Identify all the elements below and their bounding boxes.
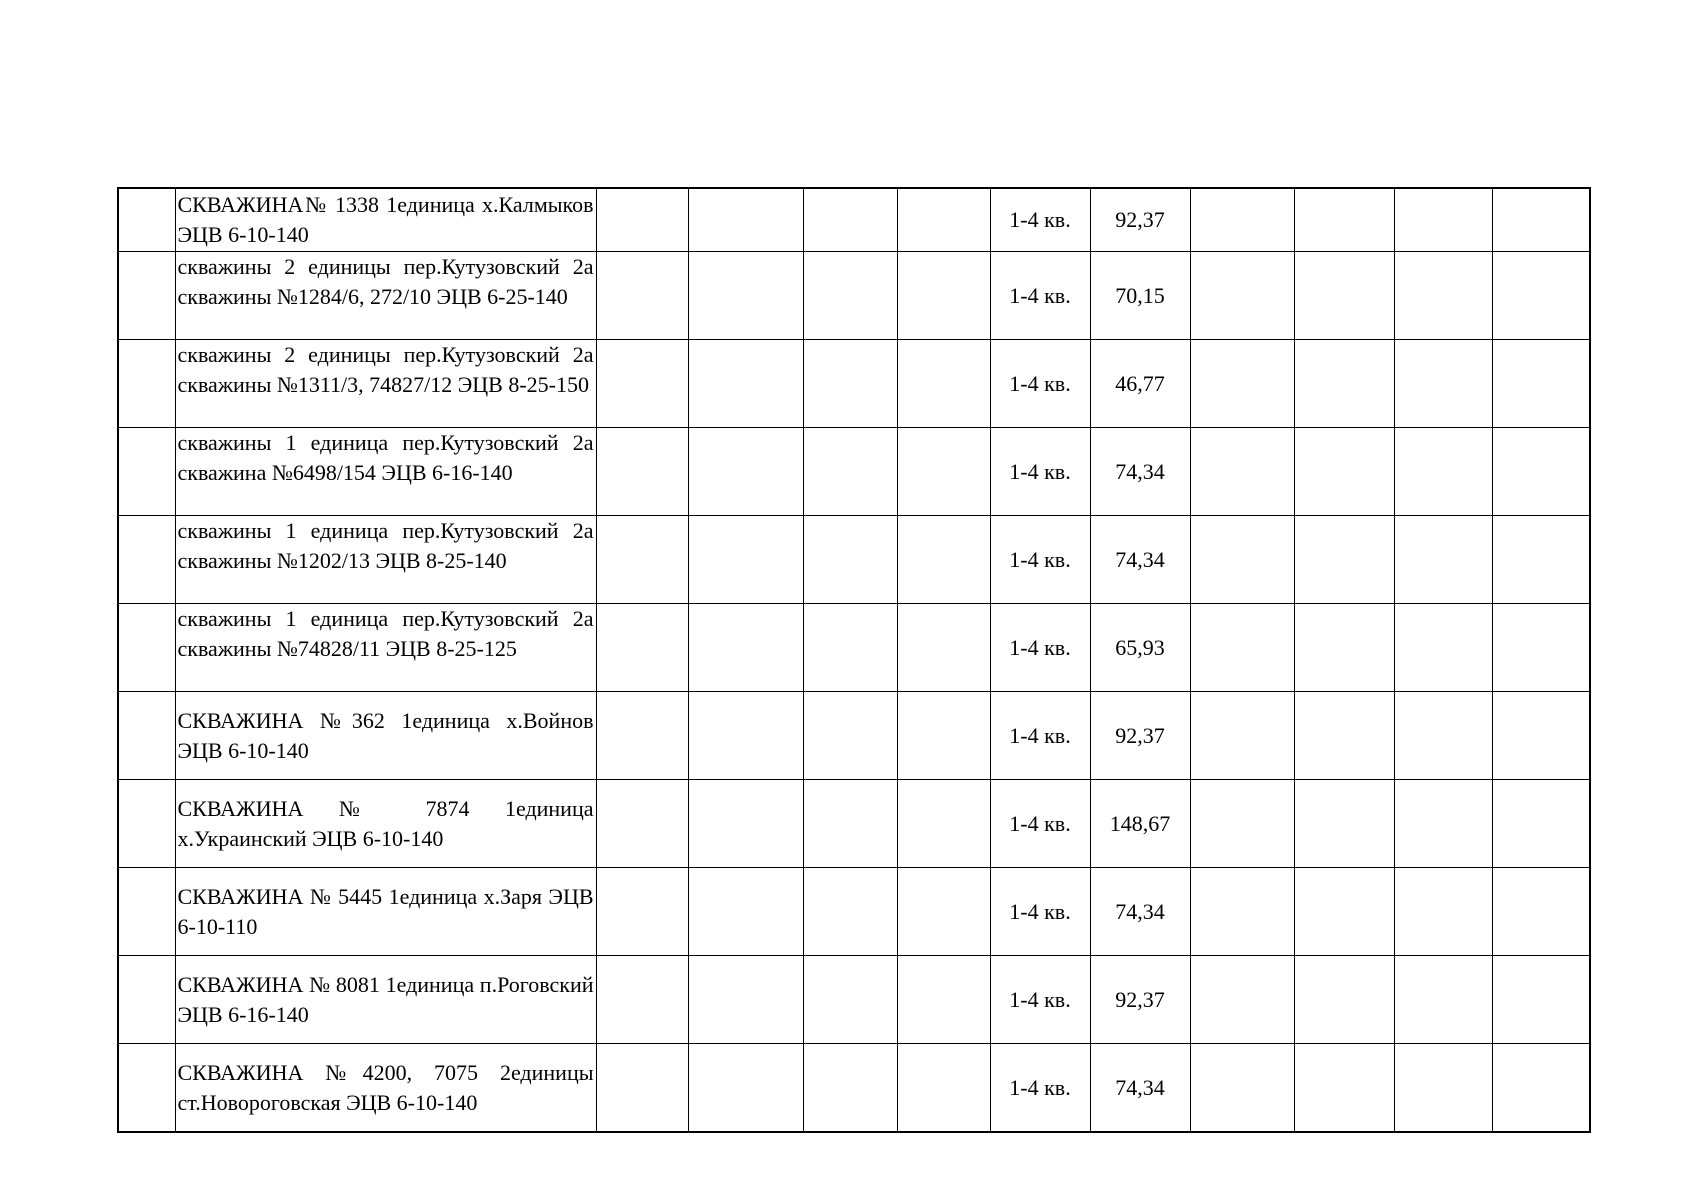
empty-cell [1492,516,1590,604]
description-cell: СКВАЖИНА № 7874 1единица х.Украинский ЭЦВ 6-10-140 [175,780,596,868]
period-cell: 1-4 кв. [990,516,1090,604]
empty-cell [1492,868,1590,956]
period-cell: 1-4 кв. [990,956,1090,1044]
value-cell: 92,37 [1090,188,1190,252]
empty-cell [1190,428,1294,516]
table-row [118,692,1590,780]
table-row [118,780,1590,868]
empty-cell [688,1044,803,1133]
empty-cell [803,188,897,252]
row-number-cell [118,604,175,692]
value-cell: 74,34 [1090,516,1190,604]
period-cell: 1-4 кв. [990,692,1090,780]
empty-cell [1394,428,1492,516]
empty-cell [803,692,897,780]
empty-cell [803,868,897,956]
description-cell: СКВАЖИНА № 5445 1единица х.Заря ЭЦВ 6-10-110 [175,868,596,956]
empty-cell [1394,604,1492,692]
empty-cell [688,956,803,1044]
empty-cell [596,1044,688,1133]
description-cell: СКВАЖИНА № 8081 1единица п.Роговский ЭЦВ 6-16-140 [175,956,596,1044]
table-row [118,604,1590,692]
empty-cell [1294,868,1394,956]
description-cell: СКВАЖИНА№ 1338 1единица х.Калмыков ЭЦВ 6-10-140 [175,188,596,252]
description-cell: скважины 1 единица пер.Кутузовский 2а скважина №6498/154 ЭЦВ 6-16-140 [175,428,596,516]
description-cell: скважины 2 единицы пер.Кутузовский 2а скважины №1284/6, 272/10 ЭЦВ 6-25-140 [175,252,596,340]
empty-cell [897,604,990,692]
empty-cell [897,780,990,868]
empty-cell [596,868,688,956]
row-number-cell [118,1044,175,1133]
empty-cell [1394,1044,1492,1133]
empty-cell [1190,252,1294,340]
empty-cell [1294,252,1394,340]
empty-cell [1294,692,1394,780]
table-row [118,428,1590,516]
period-cell: 1-4 кв. [990,780,1090,868]
empty-cell [897,692,990,780]
table-row [118,868,1590,956]
empty-cell [596,692,688,780]
empty-cell [1492,188,1590,252]
empty-cell [596,780,688,868]
empty-cell [803,956,897,1044]
empty-cell [1492,1044,1590,1133]
empty-cell [897,428,990,516]
row-number-cell [118,956,175,1044]
empty-cell [897,1044,990,1133]
empty-cell [1492,780,1590,868]
empty-cell [596,252,688,340]
empty-cell [1394,692,1492,780]
empty-cell [1394,516,1492,604]
empty-cell [1294,188,1394,252]
value-cell: 148,67 [1090,780,1190,868]
empty-cell [1492,604,1590,692]
table-row [118,340,1590,428]
empty-cell [1190,692,1294,780]
value-cell: 74,34 [1090,428,1190,516]
empty-cell [897,340,990,428]
value-cell: 92,37 [1090,692,1190,780]
description-cell: скважины 2 единицы пер.Кутузовский 2а скважины №1311/3, 74827/12 ЭЦВ 8-25-150 [175,340,596,428]
table-row [118,956,1590,1044]
empty-cell [1190,1044,1294,1133]
empty-cell [1190,516,1294,604]
row-number-cell [118,516,175,604]
empty-cell [1294,428,1394,516]
empty-cell [1294,604,1394,692]
value-cell: 70,15 [1090,252,1190,340]
period-cell: 1-4 кв. [990,1044,1090,1133]
value-cell: 92,37 [1090,956,1190,1044]
empty-cell [1492,252,1590,340]
description-cell: СКВАЖИНА №4200, 7075 2единицы ст.Новороговская ЭЦВ 6-10-140 [175,1044,596,1133]
empty-cell [897,252,990,340]
empty-cell [803,1044,897,1133]
empty-cell [1492,340,1590,428]
row-number-cell [118,780,175,868]
table-row [118,516,1590,604]
empty-cell [1492,956,1590,1044]
empty-cell [897,956,990,1044]
row-number-cell [118,692,175,780]
empty-cell [688,780,803,868]
period-cell: 1-4 кв. [990,604,1090,692]
empty-cell [688,868,803,956]
empty-cell [688,516,803,604]
wells-table [117,187,1591,1133]
description-cell: скважины 1 единица пер.Кутузовский 2а скважины №1202/13 ЭЦВ 8-25-140 [175,516,596,604]
empty-cell [803,780,897,868]
empty-cell [688,188,803,252]
empty-cell [1190,188,1294,252]
empty-cell [1294,516,1394,604]
empty-cell [596,516,688,604]
value-cell: 74,34 [1090,868,1190,956]
table-row [118,252,1590,340]
empty-cell [688,252,803,340]
empty-cell [1492,692,1590,780]
empty-cell [596,604,688,692]
empty-cell [1294,1044,1394,1133]
empty-cell [688,604,803,692]
value-cell: 65,93 [1090,604,1190,692]
empty-cell [688,692,803,780]
period-cell: 1-4 кв. [990,340,1090,428]
empty-cell [1294,956,1394,1044]
empty-cell [1394,252,1492,340]
empty-cell [897,188,990,252]
empty-cell [688,340,803,428]
empty-cell [596,188,688,252]
row-number-cell [118,868,175,956]
empty-cell [1190,340,1294,428]
description-cell: скважины 1 единица пер.Кутузовский 2а скважины №74828/11 ЭЦВ 8-25-125 [175,604,596,692]
table-row [118,1044,1590,1133]
period-cell: 1-4 кв. [990,868,1090,956]
empty-cell [1294,340,1394,428]
empty-cell [1190,604,1294,692]
period-cell: 1-4 кв. [990,428,1090,516]
empty-cell [897,516,990,604]
empty-cell [596,340,688,428]
empty-cell [1190,780,1294,868]
row-number-cell [118,252,175,340]
period-cell: 1-4 кв. [990,252,1090,340]
row-number-cell [118,340,175,428]
empty-cell [803,516,897,604]
empty-cell [897,868,990,956]
table-row [118,188,1590,252]
empty-cell [1190,956,1294,1044]
description-cell: СКВАЖИНА №362 1единица х.Войнов ЭЦВ 6-10-140 [175,692,596,780]
empty-cell [1394,956,1492,1044]
empty-cell [1394,780,1492,868]
empty-cell [1394,340,1492,428]
empty-cell [1394,188,1492,252]
empty-cell [1492,428,1590,516]
row-number-cell [118,188,175,252]
empty-cell [803,428,897,516]
empty-cell [803,604,897,692]
empty-cell [688,428,803,516]
empty-cell [1294,780,1394,868]
empty-cell [803,252,897,340]
empty-cell [1394,868,1492,956]
empty-cell [596,956,688,1044]
empty-cell [596,428,688,516]
value-cell: 46,77 [1090,340,1190,428]
empty-cell [803,340,897,428]
row-number-cell [118,428,175,516]
value-cell: 74,34 [1090,1044,1190,1133]
period-cell: 1-4 кв. [990,188,1090,252]
empty-cell [1190,868,1294,956]
